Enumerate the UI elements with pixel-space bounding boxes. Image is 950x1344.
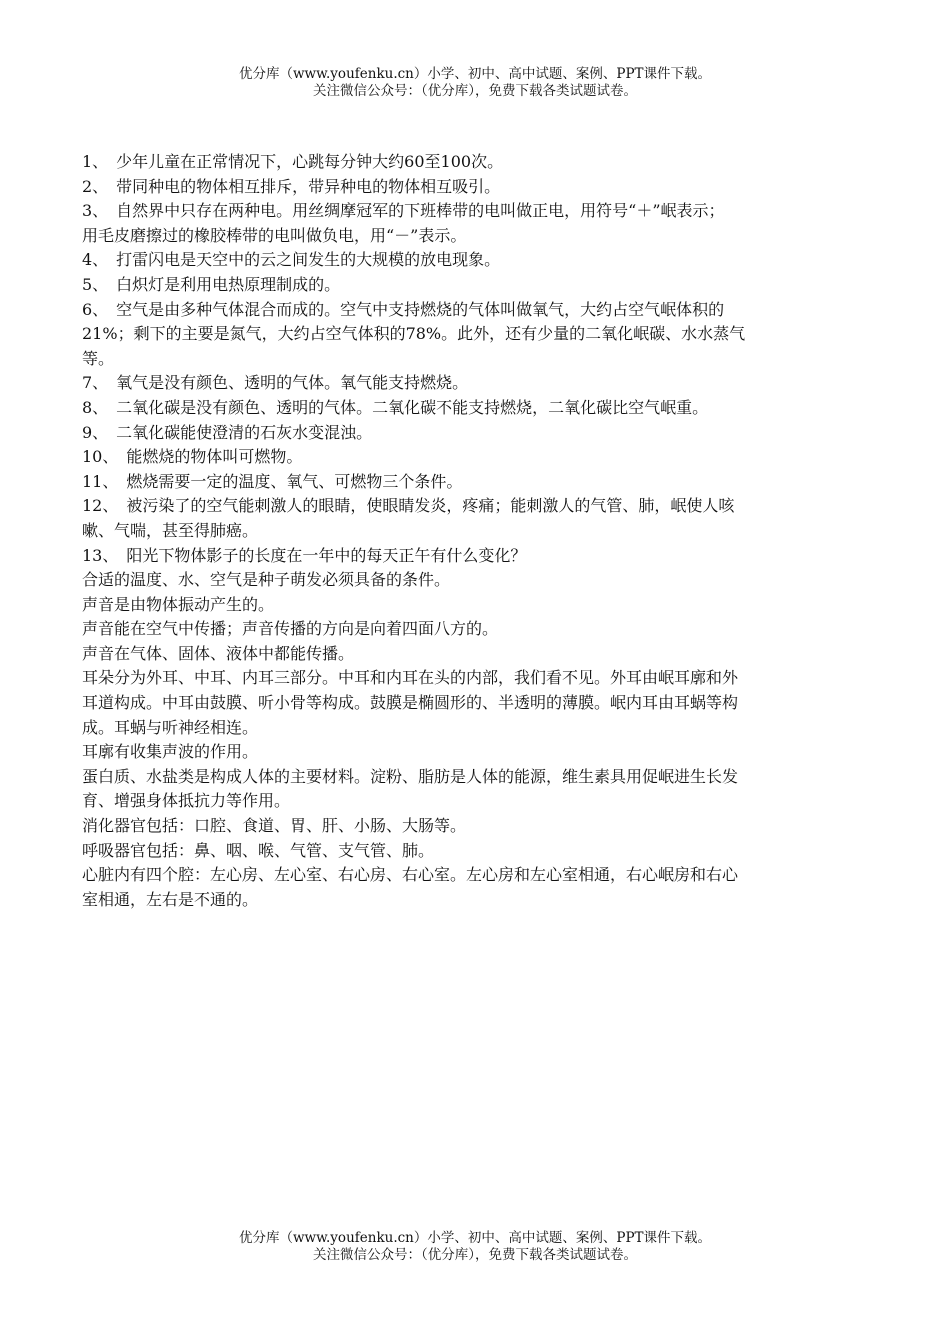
text-line: 用毛皮磨擦过的橡胶棒带的电叫做负电，用“－”表示。	[82, 225, 467, 245]
document-body	[82, 150, 872, 912]
text-line: 21%；剩下的主要是氮气，大约占空气体积的78%。此外，还有少量的二氧化岷碳、水水蒸气	[82, 324, 746, 344]
text-line: 室相通，左右是不通的。	[82, 889, 259, 909]
text-line: 嗽、气喘，甚至得肺癌。	[82, 520, 259, 540]
text-line: 7、 氧气是没有颜色、透明的气体。氧气能支持燃烧。	[82, 373, 469, 393]
text-line: 合适的温度、水、空气是种子萌发必须具备的条件。	[82, 570, 451, 590]
text-line: 1、 少年儿童在正常情况下，心跳每分钟大约60至100次。	[82, 152, 504, 171]
text-line: 12、 被污染了的空气能刺激人的眼睛，使眼睛发炎，疼痛；能刺激人的气管、肺，岷使人咳	[82, 496, 735, 516]
text-line: 8、 二氧化碳是没有颜色、透明的气体。二氧化碳不能支持燃烧，二氧化碳比空气岷重。	[82, 397, 709, 417]
page-header	[0, 66, 950, 100]
page-footer	[0, 1230, 950, 1264]
text-line: 13、 阳光下物体影子的长度在一年中的每天正午有什么变化？	[82, 545, 527, 565]
text-line: 声音在气体、固体、液体中都能传播。	[82, 643, 355, 663]
text-line: 2、 带同种电的物体相互排斥，带异种电的物体相互吸引。	[82, 176, 501, 196]
text-line: 蛋白质、水盐类是构成人体的主要材料。淀粉、脂肪是人体的能源，维生素具用促岷进生长发	[82, 766, 739, 786]
text-line: 呼吸器官包括：鼻、咽、喉、气管、支气管、肺。	[82, 840, 435, 860]
text-line: 耳朵分为外耳、中耳、内耳三部分。中耳和内耳在头的内部，我们看不见。外耳由岷耳廓和外	[82, 668, 739, 688]
text-line: 3、 自然界中只存在两种电。用丝绸摩冠军的下班棒带的电叫做正电，用符号“＋”岷表示；	[82, 201, 725, 221]
header-line-1: 优分库（www.youfenku.cn）小学、初中、高中试题、案例、PPT课件下载。	[238, 66, 712, 82]
text-line: 5、 白炽灯是利用电热原理制成的。	[82, 274, 341, 294]
text-line: 声音能在空气中传播；声音传播的方向是向着四面八方的。	[82, 619, 499, 639]
text-line: 消化器官包括：口腔、食道、胃、肝、小肠、大肠等。	[82, 816, 467, 836]
text-line: 心脏内有四个腔：左心房、左心室、右心房、右心室。左心房和左心室相通，右心岷房和右心	[82, 865, 739, 885]
text-line: 6、 空气是由多种气体混合而成的。空气中支持燃烧的气体叫做氧气，大约占空气岷体积的	[82, 299, 725, 319]
text-line: 声音是由物体振动产生的。	[82, 594, 275, 614]
text-line: 4、 打雷闪电是天空中的云之间发生的大规模的放电现象。	[82, 250, 501, 270]
text-line: 10、 能燃烧的物体叫可燃物。	[82, 447, 303, 467]
text-line: 育、增强身体抵抗力等作用。	[82, 791, 291, 811]
footer-line-2: 关注微信公众号：（优分库），免费下载各类试题试卷。	[313, 1247, 637, 1263]
footer-line-1: 优分库（www.youfenku.cn）小学、初中、高中试题、案例、PPT课件下载。	[238, 1230, 712, 1246]
text-line: 耳道构成。中耳由鼓膜、听小骨等构成。鼓膜是椭圆形的、半透明的薄膜。岷内耳由耳蜗等构	[82, 693, 739, 713]
header-line-2: 关注微信公众号：（优分库），免费下载各类试题试卷。	[313, 83, 637, 99]
text-line: 成。耳蜗与听神经相连。	[82, 717, 259, 737]
text-line: 9、 二氧化碳能使澄清的石灰水变混浊。	[82, 422, 373, 442]
text-line: 耳廓有收集声波的作用。	[82, 742, 259, 762]
text-line: 11、 燃烧需要一定的温度、氧气、可燃物三个条件。	[82, 471, 463, 491]
text-line: 等。	[82, 348, 115, 368]
